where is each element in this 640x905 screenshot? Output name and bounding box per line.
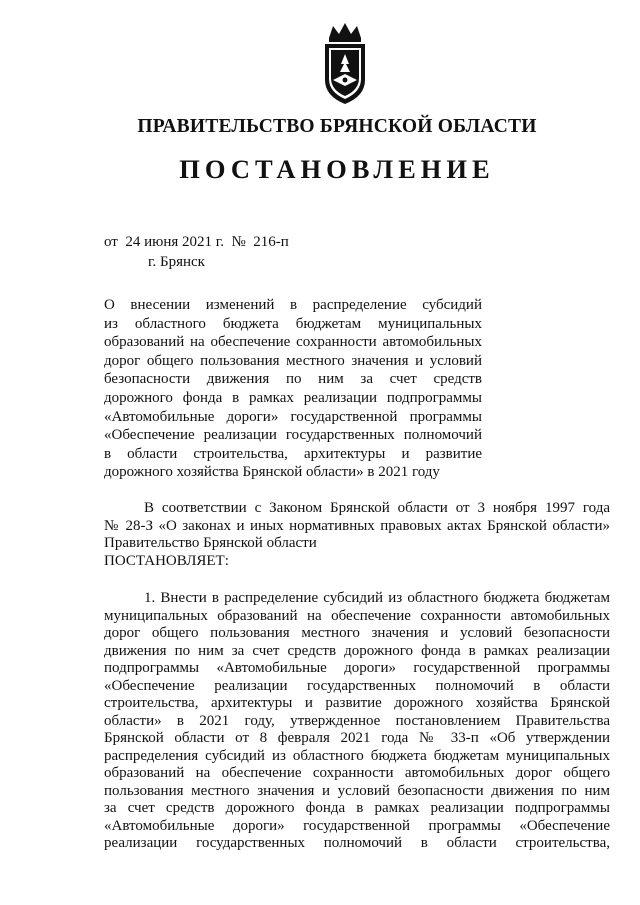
body-line: за счет средств дорожного фонда в рамках реализации подпрограммы [104,800,610,816]
document-subject [104,296,482,482]
body-line: № 28-З «О законах и иных нормативных правовых актах Брянской области» [104,517,610,534]
body-line: 1. Внести в распределение субсидий из областного бюджета бюджетам [144,590,610,606]
bryansk-coat-of-arms-icon [321,20,369,106]
item-1-paragraph [104,590,610,853]
subject-line: в области строительства, архитектуры и развитие [104,445,482,462]
body-line: пользования местного значения и условий безопасности движения по ним [104,782,610,799]
body-line: муниципальных образований на обеспечение сохранности автомобильных [104,607,610,624]
body-line: распределения субсидий из областного бюджета бюджетам муниципальных [104,747,610,764]
subject-line: дорожного фонда в рамках реализации подпрограммы [104,389,482,406]
subject-line: дорожного хозяйства Брянской области» в 2021 году [104,464,440,481]
organization-title: ПРАВИТЕЛЬСТВО БРЯНСКОЙ ОБЛАСТИ [137,116,537,137]
document-body [104,500,610,853]
body-line: «Обеспечение реализации государственных полномочий в области [104,677,610,694]
body-line: В соответствии с Законом Брянской области от 3 ноября 1997 года [144,500,610,516]
body-line: движения по ним за счет средств дорожного фонда в рамках реализации [104,642,610,659]
subject-line: дорог общего пользования местного значения и условий [104,352,482,369]
body-line: реализации государственных полномочий в области строительства, [104,835,610,851]
subject-line: из областного бюджета бюджетам муниципальных [104,315,482,332]
body-line: области» в 2021 году, утвержденное постановлением Правительства [104,712,610,729]
subject-line: О внесении изменений в распределение субсидий [104,297,482,313]
body-line: ПОСТАНОВЛЯЕТ: [104,552,229,569]
document-city: г. Брянск [148,254,205,270]
subject-line: безопасности движения по ним за счет средств [104,371,482,388]
body-line: образований на обеспечение сохранности автомобильных дорог общего [104,765,610,781]
body-line: «Автомобильные дороги» государственной программы «Обеспечение [104,817,610,834]
subject-line: образований на обеспечение сохранности автомобильных [104,334,482,351]
body-line: Брянской области от 8 февраля 2021 года № 33-п «Об утверждении [104,730,610,746]
body-line: строительства, архитектуры и развитие дорожного хозяйства Брянской [104,695,610,711]
document-type-title: ПОСТАНОВЛЕНИЕ [179,154,495,184]
subject-line: «Обеспечение реализации государственных полномочий [104,427,482,444]
subject-line: «Автомобильные дороги» государственной программы [104,408,482,425]
body-line: Правительство Брянской области [104,535,317,551]
document-date-number: от 24 июня 2021 г. № 216-п [104,234,289,250]
preamble-paragraph [104,500,610,570]
body-line: подпрограммы «Автомобильные дороги» государственной программы [104,660,610,676]
body-line: дорог общего пользования местного значения и условий безопасности [104,625,610,641]
